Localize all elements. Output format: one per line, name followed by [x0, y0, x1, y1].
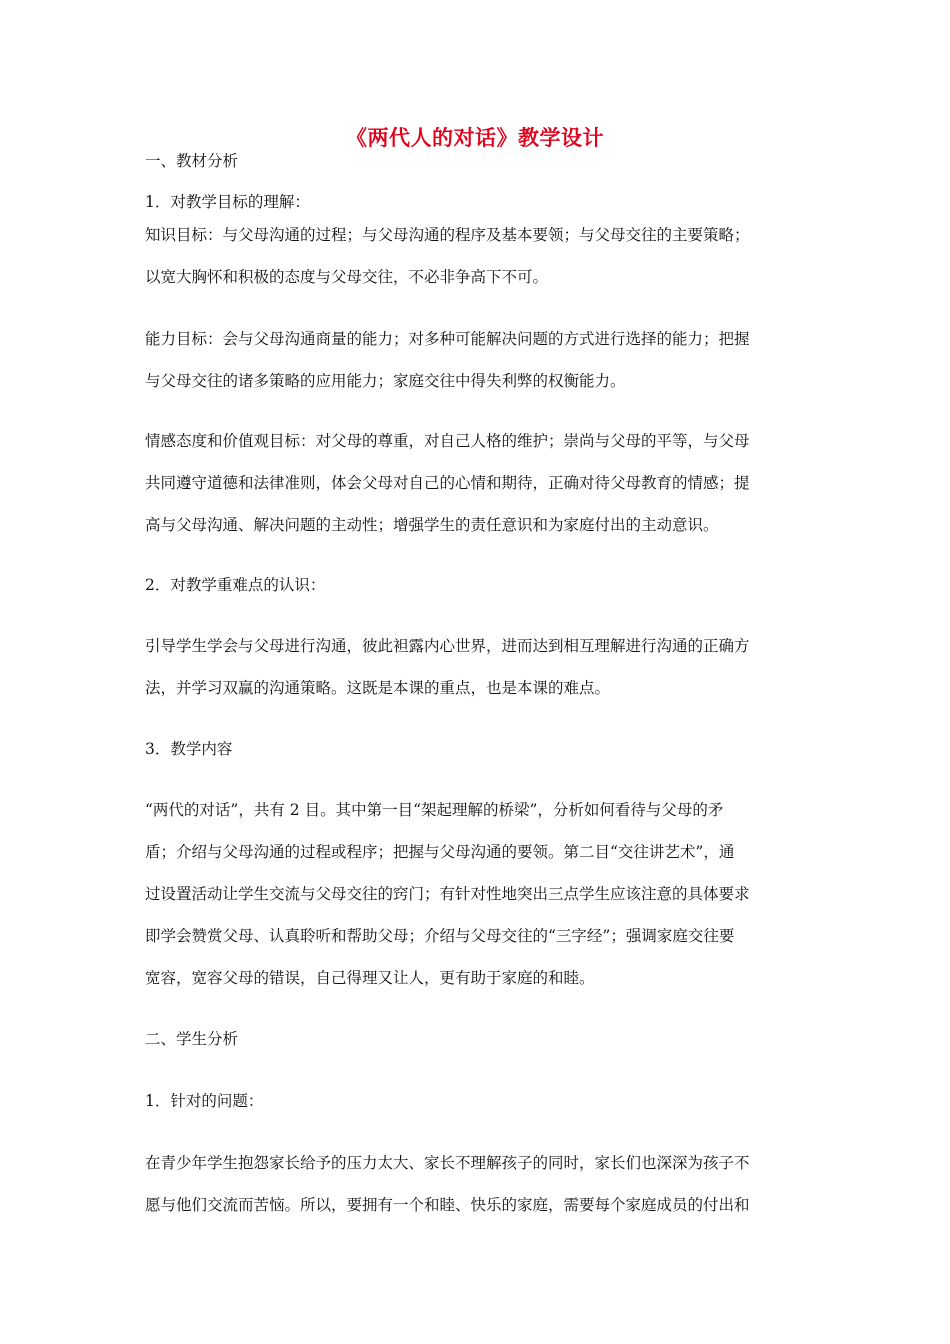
text-line: 法，并学习双赢的沟通策略。这既是本课的重点，也是本课的难点。 — [145, 679, 611, 697]
section-heading-textbook-analysis — [145, 140, 810, 182]
text-line: “两代的对话”，共有 2 目。其中第一目“架起理解的桥梁”，分析如何看待与父母的矛 — [145, 801, 724, 819]
paragraph-target-problem — [145, 1142, 810, 1226]
text-line: 一、教材分析 — [145, 152, 239, 170]
text-line: 1．针对的问题： — [145, 1092, 264, 1110]
text-line: 二、学生分析 — [145, 1030, 239, 1048]
text-line: 引导学生学会与父母进行沟通，彼此袒露内心世界，进而达到相互理解进行沟通的正确方 — [145, 637, 750, 655]
paragraph-key-points — [145, 625, 810, 709]
text-line: 盾；介绍与父母沟通的过程或程序；把握与父母沟通的要领。第二目“交往讲艺术”，通 — [145, 843, 735, 861]
text-line: 过设置活动让学生交流与父母交往的窍门；有针对性地突出三点学生应该注意的具体要求 — [145, 885, 750, 903]
text-line: 知识目标：与父母沟通的过程；与父母沟通的程序及基本要领；与父母交往的主要策略； — [145, 226, 750, 244]
paragraph-ability-goals — [145, 318, 810, 402]
section-heading-student-analysis — [145, 1018, 810, 1060]
text-line: 能力目标：会与父母沟通商量的能力；对多种可能解决问题的方式进行选择的能力；把握 — [145, 330, 750, 348]
text-line: 共同遵守道德和法律准则，体会父母对自己的心情和期待，正确对待父母教育的情感；提 — [145, 474, 750, 492]
subheading-target-problem — [145, 1080, 810, 1122]
text-line: 1．对教学目标的理解： — [145, 193, 310, 211]
text-line: 在青少年学生抱怨家长给予的压力太大、家长不理解孩子的同时，家长们也深深为孩子不 — [145, 1154, 750, 1172]
document-title: 《两代人的对话》教学设计 — [346, 125, 604, 150]
text-line: 情感态度和价值观目标：对父母的尊重，对自己人格的维护；崇尚与父母的平等，与父母 — [145, 432, 750, 450]
text-line: 宽容，宽容父母的错误，自己得理又让人，更有助于家庭的和睦。 — [145, 969, 595, 987]
text-line: 高与父母沟通、解决问题的主动性；增强学生的责任意识和为家庭付出的主动意识。 — [145, 516, 719, 534]
text-line: 愿与他们交流而苦恼。所以，要拥有一个和睦、快乐的家庭，需要每个家庭成员的付出和 — [145, 1196, 750, 1214]
text-line: 以宽大胸怀和积极的态度与父母交往，不必非争高下不可。 — [145, 268, 549, 286]
text-line: 2．对教学重难点的认识： — [145, 576, 326, 594]
subheading-key-points — [145, 564, 810, 606]
paragraph-emotion-goals — [145, 420, 810, 546]
subheading-teaching-content — [145, 728, 810, 770]
paragraph-teaching-content — [145, 789, 810, 999]
paragraph-knowledge-goals — [145, 214, 810, 298]
text-line: 3．教学内容 — [145, 740, 233, 758]
text-line: 与父母交往的诸多策略的应用能力；家庭交往中得失利弊的权衡能力。 — [145, 372, 626, 390]
text-line: 即学会赞赏父母、认真聆听和帮助父母；介绍与父母交往的“三字经”；强调家庭交往要 — [145, 927, 735, 945]
